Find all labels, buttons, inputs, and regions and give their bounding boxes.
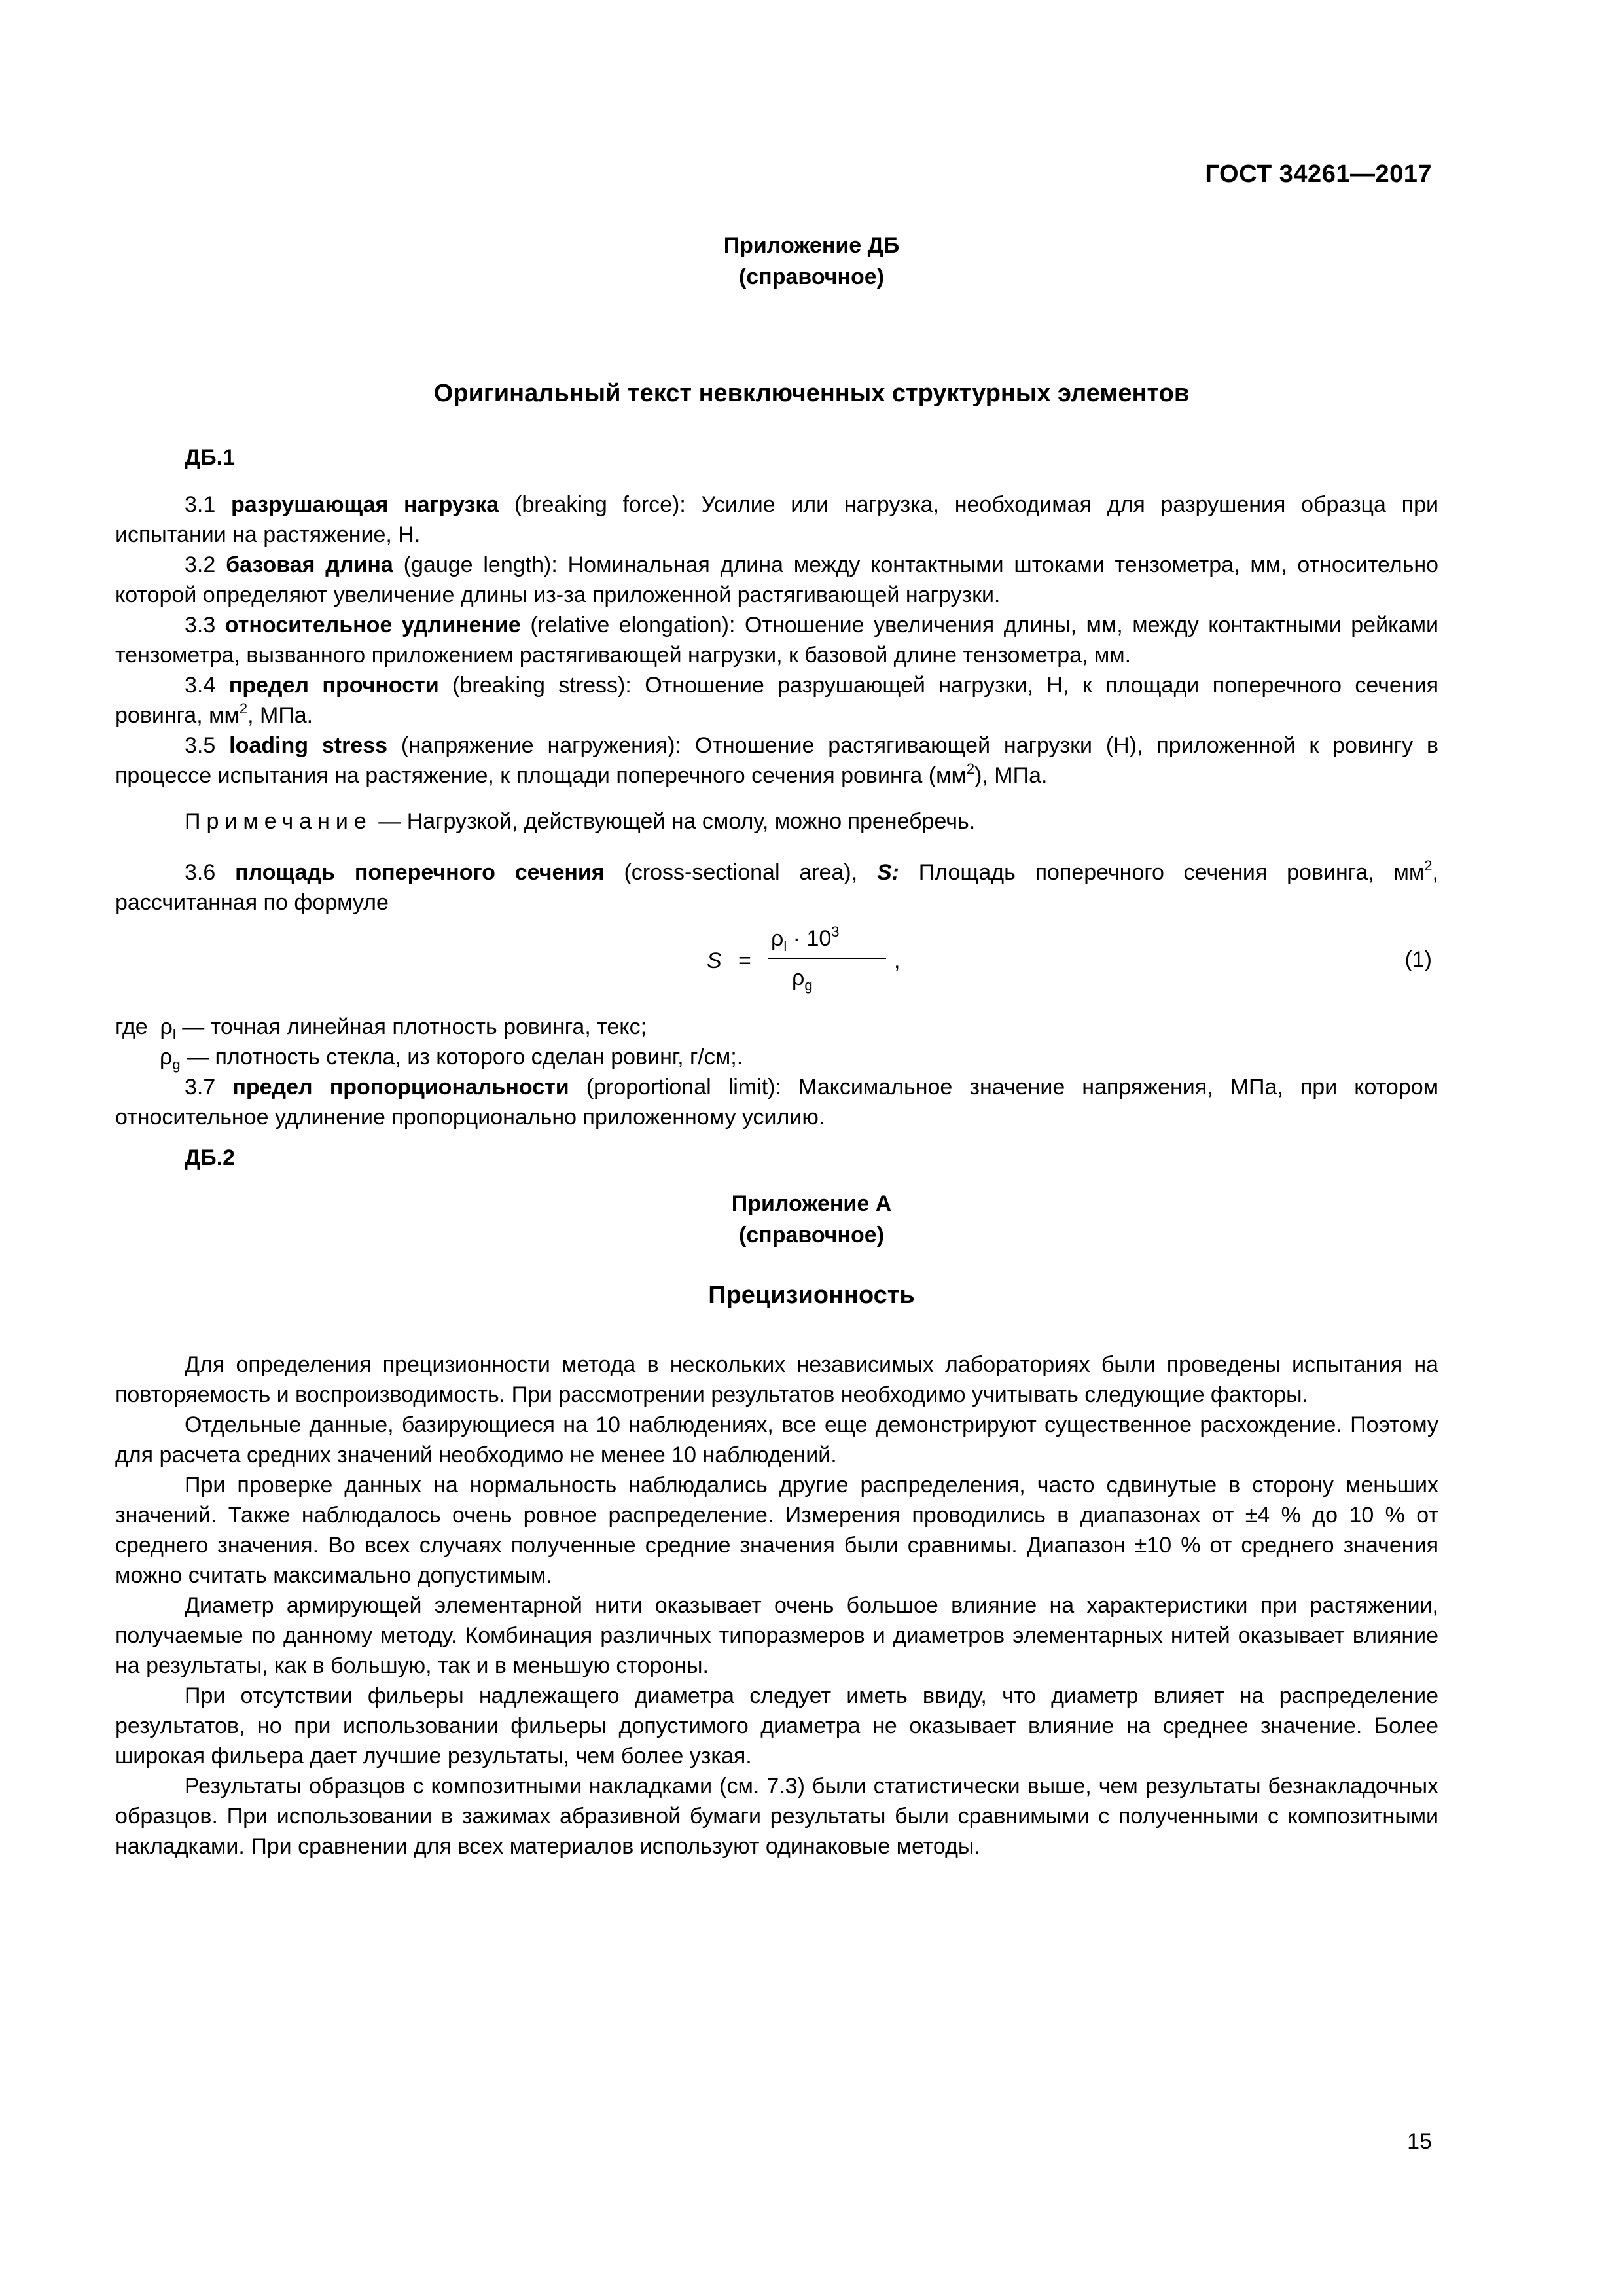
definition-3-1: 3.1 разрушающая нагрузка (breaking force): Усилие или нагрузка, необходимая для разрушения образца при испытании на растяжение, Н.: [115, 492, 1438, 547]
formula-numerator: $\rho_l \cdot 10^3$: [771, 924, 840, 954]
section-label-db2: ДБ.2: [185, 1145, 236, 1170]
definition-3-2: 3.2 базовая длина (gauge length): Номинальная длина между контактными штоками тензометра, мм, относительно которой определяют увеличение длины из-за приложенной растягивающей нагрузки.: [115, 552, 1438, 607]
note: Примечание — Нагрузкой, действующей на смолу, можно пренебречь.: [185, 809, 976, 834]
definition-3-7-block: [115, 1072, 1438, 1132]
formula-equals: =: [738, 948, 751, 973]
section-label-db1: ДБ.1: [185, 445, 236, 470]
definition-3-3: 3.3 относительное удлинение (relative elongation): Отношение увеличения длины, мм, между контактными рейками тензометра, вызванного приложением растягивающей нагрузки, к базовой длине тензометра, мм.: [115, 613, 1438, 668]
fraction-bar: [768, 958, 886, 959]
formula-1: S = $\rho_l \cdot 10^3$ $\rho_g$ ,: [707, 924, 901, 994]
term: loading stress: [229, 733, 388, 758]
where-line-2: $\rho_g$ — плотность стекла, из которого сделан ровинг, г/см;.: [160, 1045, 743, 1073]
definition-3-6: 3.6 площадь поперечного сечения (cross-sectional area), S: Площадь поперечного сечения ровинга, $мм^2$, рассчитанная по формуле: [115, 857, 1438, 915]
paragraph: Результаты образцов с композитными накладками (см. 7.3) были статистически выше, чем результаты безнакладочных образцов. При использовании в зажимах абразивной бумаги результаты были сравнимыми с полученными с композитными накладками. При сравнении для всех материалов используют одинаковые методы.: [115, 1774, 1438, 1859]
term: предел пропорциональности: [232, 1075, 569, 1100]
term: предел прочности: [228, 673, 439, 698]
paragraph: Диаметр армирующей элементарной нити оказывает очень большое влияние на характеристики при растяжении, получаемые по данному методу. Комбинация различных типоразмеров и диаметров элементарных нитей оказывает влияние на результаты, как в большую, так и в меньшую стороны.: [115, 1593, 1438, 1678]
paragraph: При отсутствии фильеры надлежащего диаметра следует иметь ввиду, что диаметр влияет на распределение результатов, но при использовании фильеры допустимого диаметра не оказывает влияние на среднее значение. Более широкая фильера дает лучшие результаты, чем более узкая.: [115, 1683, 1438, 1768]
precision-body: [115, 1350, 1438, 1861]
paragraph: Отдельные данные, базирующиеся на 10 наблюдениях, все еще демонстрируют существенное расхождение. Поэтому для расчета средних значений необходимо не менее 10 наблюдений.: [115, 1412, 1438, 1467]
appendix-db-heading: Оригинальный текст невключенных структурных элементов: [433, 380, 1190, 407]
definitions-block-1: [115, 490, 1438, 791]
page-number: 15: [1407, 2129, 1432, 2154]
term: площадь поперечного сечения: [235, 860, 605, 885]
term: разрушающая нагрузка: [230, 492, 499, 517]
definition-3-4: 3.4 предел прочности (breaking stress): Отношение разрушающей нагрузки, Н, к площади поперечного сечения ровинга, $мм^2$, МПа.: [115, 673, 1438, 728]
appendix-a-subtitle: (справочное): [738, 1223, 885, 1247]
formula-number: (1): [1404, 947, 1432, 972]
where-line-1: где $\rho_l$ — точная линейная плотность ровинга, текс;: [115, 1014, 647, 1043]
definition-3-7: 3.7 предел пропорциональности (proportional limit): Максимальное значение напряжения, МПа, при котором относительное удлинение пропорционально приложенному усилию.: [115, 1075, 1438, 1130]
term: базовая длина: [226, 552, 393, 577]
definition-3-5: 3.5 loading stress (напряжение нагружения): Отношение растягивающей нагрузки (Н), приложенной к ровингу в процессе испытания на растяжение, к площади поперечного сечения ровинга $(мм^2)$, МПа.: [115, 733, 1439, 788]
formula-denominator: $\rho_g$: [792, 965, 813, 994]
appendix-a-heading: Прецизионность: [708, 1282, 915, 1309]
document-code: ГОСТ 34261—2017: [1205, 160, 1432, 188]
appendix-db-subtitle: (справочное): [738, 264, 885, 289]
appendix-a-title: Приложение А: [731, 1191, 892, 1216]
paragraph: Для определения прецизионности метода в нескольких независимых лабораториях были проведены испытания на повторяемость и воспроизводимость. При рассмотрении результатов необходимо учитывать следующие факторы.: [115, 1352, 1438, 1407]
appendix-db-title: Приложение ДБ: [723, 233, 900, 258]
formula-lhs: S: [707, 948, 722, 973]
definition-3-6-block: [115, 857, 1438, 918]
paragraph: При проверке данных на нормальность наблюдались другие распределения, часто сдвинутые в сторону меньших значений. Также наблюдалось очень ровное распределение. Измерения проводились в диапазонах от ±4 % до 10 % от среднего значения. Во всех случаях полученные средние значения были сравнимы. Диапазон ±10 % от среднего значения можно считать максимально допустимым.: [115, 1473, 1438, 1588]
term: относительное удлинение: [224, 613, 521, 637]
note-label: Примечание: [185, 809, 372, 834]
